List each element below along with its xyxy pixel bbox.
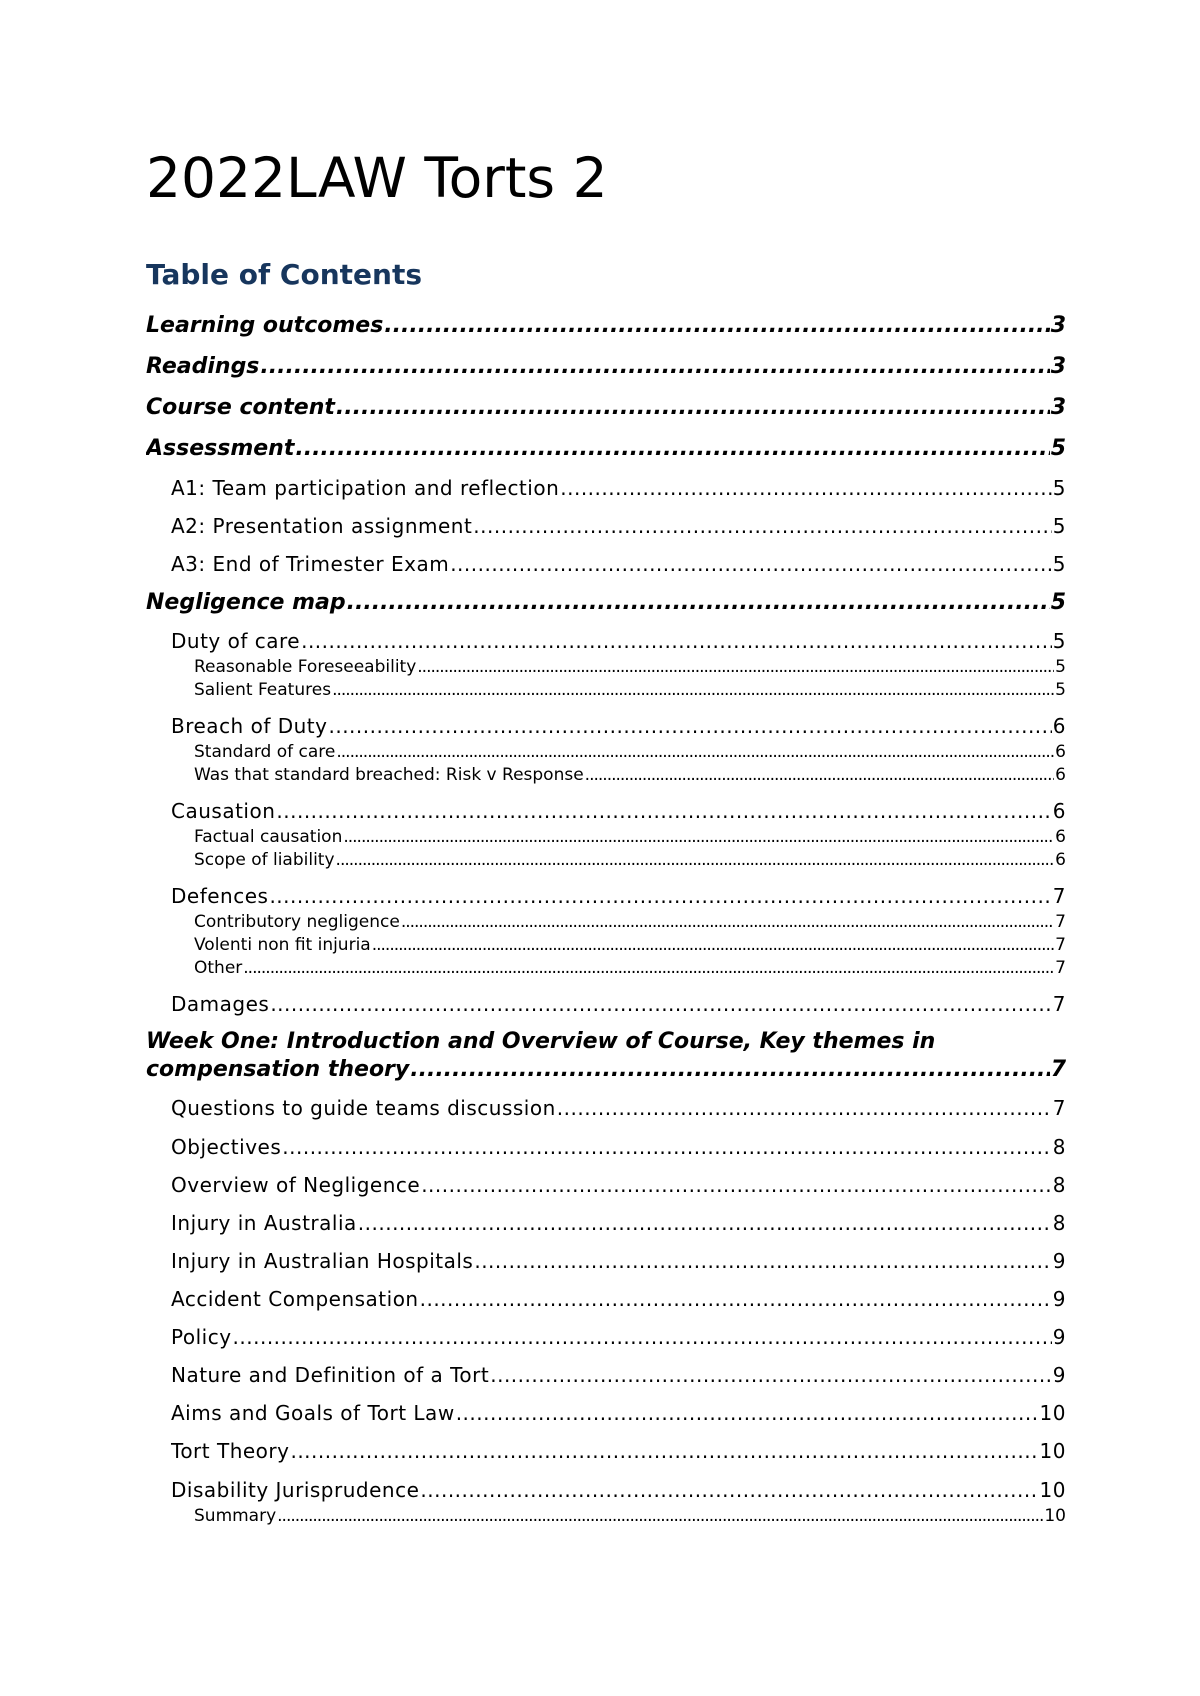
toc-page-number: 7 [1052,992,1066,1016]
toc-entry-accident-compensation[interactable]: Accident Compensation ..... 9 [171,1285,1066,1313]
toc-entry-objectives[interactable]: Objectives ..... 8 [171,1133,1066,1161]
toc-page-number: 8 [1052,1135,1066,1159]
toc-page-number: 3 [1050,354,1066,379]
toc-entry-tort-theory[interactable]: Tort Theory ..... 10 [171,1437,1066,1465]
toc-heading: Table of Contents [146,258,423,291]
toc-entry-damages[interactable]: Damages ..... 7 [171,990,1066,1018]
toc-page-number: 9 [1052,1287,1066,1311]
toc-page-number: 9 [1052,1363,1066,1387]
toc-entry-risk-v-response[interactable]: Was that standard breached: Risk v Response ..... 6 [194,764,1066,786]
toc-entry-week-one-line1[interactable]: Week One: Introduction and Overview of Course, Key themes in [146,1029,936,1054]
toc-entry-negligence-map[interactable]: Negligence map ..... 5 [146,588,1066,618]
toc-page-number: 6 [1055,827,1066,847]
toc-entry-scope-of-liability[interactable]: Scope of liability ..... 6 [194,849,1066,871]
toc-page-number: 7 [1052,884,1066,908]
toc-page-number: 9 [1052,1325,1066,1349]
toc-entry-standard-of-care[interactable]: Standard of care ..... 6 [194,741,1066,763]
toc-entry-summary[interactable]: Summary ..... 10 [194,1505,1066,1527]
toc-entry-other[interactable]: Other ..... 7 [194,957,1066,979]
toc-page-number: 3 [1050,313,1066,338]
toc-page-number: 8 [1052,1173,1066,1197]
toc-entry-factual-causation[interactable]: Factual causation ..... 6 [194,826,1066,848]
toc-page-number: 6 [1055,765,1066,785]
toc-entry-learning-outcomes[interactable]: Learning outcomes ..... 3 [146,311,1066,341]
toc-page-number: 6 [1052,714,1066,738]
toc-page-number: 6 [1055,850,1066,870]
toc-page-number: 6 [1052,799,1066,823]
toc-entry-readings[interactable]: Readings ..... 3 [146,352,1066,382]
toc-page-number: 3 [1050,395,1066,420]
toc-page-number: 10 [1039,1401,1066,1425]
toc-entry-injury-australia[interactable]: Injury in Australia ..... 8 [171,1209,1066,1237]
toc-page-number: 7 [1050,1057,1066,1082]
toc-page-number: 6 [1055,742,1066,762]
toc-page-number: 5 [1050,436,1066,461]
toc-page-number: 10 [1039,1439,1066,1463]
toc-page-number: 7 [1055,935,1066,955]
toc-entry-causation[interactable]: Causation ..... 6 [171,797,1066,825]
toc-page-number: 8 [1052,1211,1066,1235]
toc-page-number: 5 [1055,657,1066,677]
document-title: 2022LAW Torts 2 [146,146,608,210]
toc-page-number: 10 [1039,1478,1066,1502]
toc-entry-questions[interactable]: Questions to guide teams discussion ..... 7 [171,1094,1066,1122]
toc-page-number: 5 [1052,476,1066,500]
toc-page-number: 9 [1052,1249,1066,1273]
toc-entry-overview-negligence[interactable]: Overview of Negligence ..... 8 [171,1171,1066,1199]
toc-entry-injury-hospitals[interactable]: Injury in Australian Hospitals ..... 9 [171,1247,1066,1275]
toc-entry-disability-jurisprudence[interactable]: Disability Jurisprudence ..... 10 [171,1476,1066,1504]
toc-entry-assessment[interactable]: Assessment ..... 5 [146,434,1066,464]
toc-entry-contributory-negligence[interactable]: Contributory negligence ..... 7 [194,911,1066,933]
toc-entry-aims-goals[interactable]: Aims and Goals of Tort Law ..... 10 [171,1399,1066,1427]
toc-page-number: 5 [1050,590,1066,615]
toc-entry-volenti[interactable]: Volenti non fit injuria ..... 7 [194,934,1066,956]
toc-entry-duty-of-care[interactable]: Duty of care ..... 5 [171,627,1066,655]
toc-entry-salient-features[interactable]: Salient Features ..... 5 [194,679,1066,701]
toc-page-number: 7 [1055,958,1066,978]
toc-page-number: 5 [1052,514,1066,538]
toc-entry-defences[interactable]: Defences ..... 7 [171,882,1066,910]
toc-entry-a2[interactable]: A2: Presentation assignment ..... 5 [171,512,1066,540]
toc-entry-breach-of-duty[interactable]: Breach of Duty ..... 6 [171,712,1066,740]
toc-page-number: 7 [1055,912,1066,932]
toc-page-number: 5 [1052,552,1066,576]
toc-entry-week-one[interactable]: compensation theory ..... 7 [146,1055,1066,1085]
toc-page-number: 10 [1044,1506,1066,1526]
toc-page-number: 7 [1052,1096,1066,1120]
toc-entry-policy[interactable]: Policy ..... 9 [171,1323,1066,1351]
toc-entry-a1[interactable]: A1: Team participation and reflection ..... 5 [171,474,1066,502]
toc-entry-reasonable-foreseeability[interactable]: Reasonable Foreseeability ..... 5 [194,656,1066,678]
toc-entry-course-content[interactable]: Course content ..... 3 [146,393,1066,423]
toc-page-number: 5 [1052,629,1066,653]
toc-page-number: 5 [1055,680,1066,700]
toc-entry-nature-definition[interactable]: Nature and Definition of a Tort ..... 9 [171,1361,1066,1389]
toc-entry-a3[interactable]: A3: End of Trimester Exam ..... 5 [171,550,1066,578]
